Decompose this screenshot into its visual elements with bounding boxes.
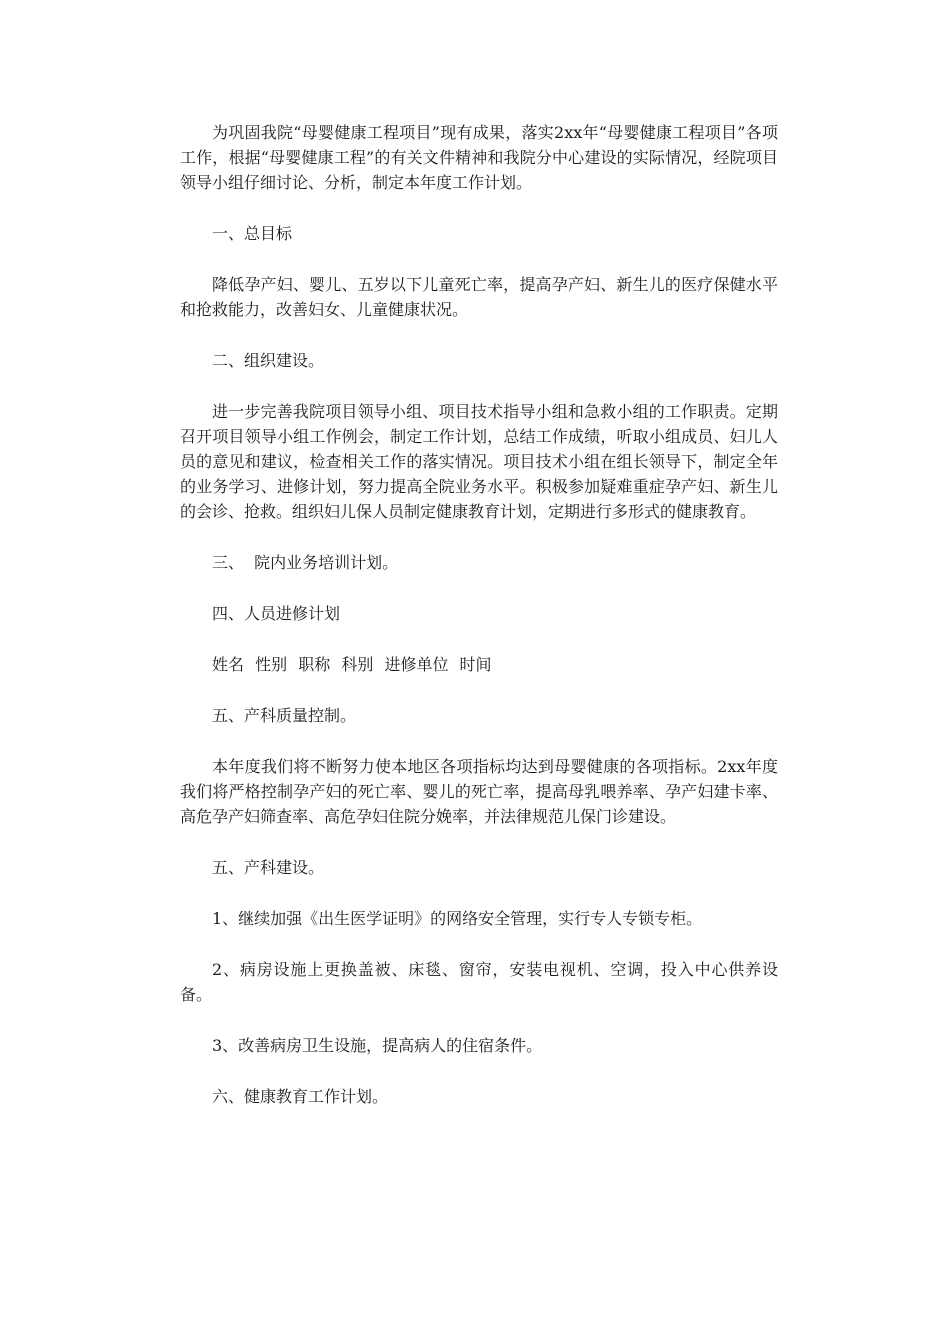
section-heading-goal: 一、总目标: [212, 224, 293, 243]
column-department: 科别: [341, 655, 374, 674]
goal-paragraph: 降低孕产妇、婴儿、五岁以下儿童死亡率，提高孕产妇、新生儿的医疗保健水平和抢救能力，改善妇女、儿童健康状况。: [180, 275, 778, 319]
intro-paragraph: 为巩固我院“母婴健康工程项目”现有成果，落实2xx年“母婴健康工程项目”各项工作，根据“母婴健康工程”的有关文件精神和我院分中心建设的实际情况，经院项目领导小组仔细讨论、分析，制定本年度工作计划。: [180, 123, 778, 192]
section-heading-staff-study: 四、人员进修计划: [212, 604, 341, 623]
organization-paragraph: 进一步完善我院项目领导小组、项目技术指导小组和急救小组的工作职责。定期召开项目领导小组工作例会，制定工作计划，总结工作成绩，听取小组成员、妇儿人员的意见和建议，检查相关工作的落实情况。项目技术小组在组长领导下，制定全年的业务学习、进修计划，努力提高全院业务水平。积极参加疑难重症孕产妇、新生儿的会诊、抢救。组织妇儿保人员制定健康教育计划，定期进行多形式的健康教育。: [180, 402, 778, 521]
quality-control-paragraph: 本年度我们将不断努力使本地区各项指标均达到母婴健康的各项指标。2xx年度我们将严格控制孕产妇的死亡率、婴儿的死亡率，提高母乳喂养率、孕产妇建卡率、高危孕产妇筛查率、高危孕妇住院分娩率，并法律规范儿保门诊建设。: [180, 757, 778, 826]
column-gender: 性别: [255, 655, 288, 674]
training-columns-row: [212, 652, 778, 677]
column-name: 姓名: [212, 655, 245, 674]
section-heading-obstetrics: 五、产科建设。: [212, 858, 325, 877]
obstetrics-item-3: 3、改善病房卫生设施，提高病人的住宿条件。: [212, 1036, 543, 1055]
obstetrics-item-2: 2、病房设施上更换盖被、床毯、窗帘，安装电视机、空调，投入中心供养设备。: [180, 960, 778, 1004]
document-body: [180, 120, 778, 1135]
section-heading-health-education: 六、健康教育工作计划。: [212, 1087, 389, 1106]
section-heading-organization: 二、组织建设。: [212, 351, 325, 370]
section-heading-training: 三、 院内业务培训计划。: [212, 553, 399, 572]
column-time: 时间: [459, 655, 492, 674]
obstetrics-item-1: 1、继续加强《出生医学证明》的网络安全管理，实行专人专锁专柜。: [212, 909, 703, 928]
section-heading-quality-control: 五、产科质量控制。: [212, 706, 357, 725]
column-study-unit: 进修单位: [384, 655, 449, 674]
column-title: 职称: [298, 655, 331, 674]
